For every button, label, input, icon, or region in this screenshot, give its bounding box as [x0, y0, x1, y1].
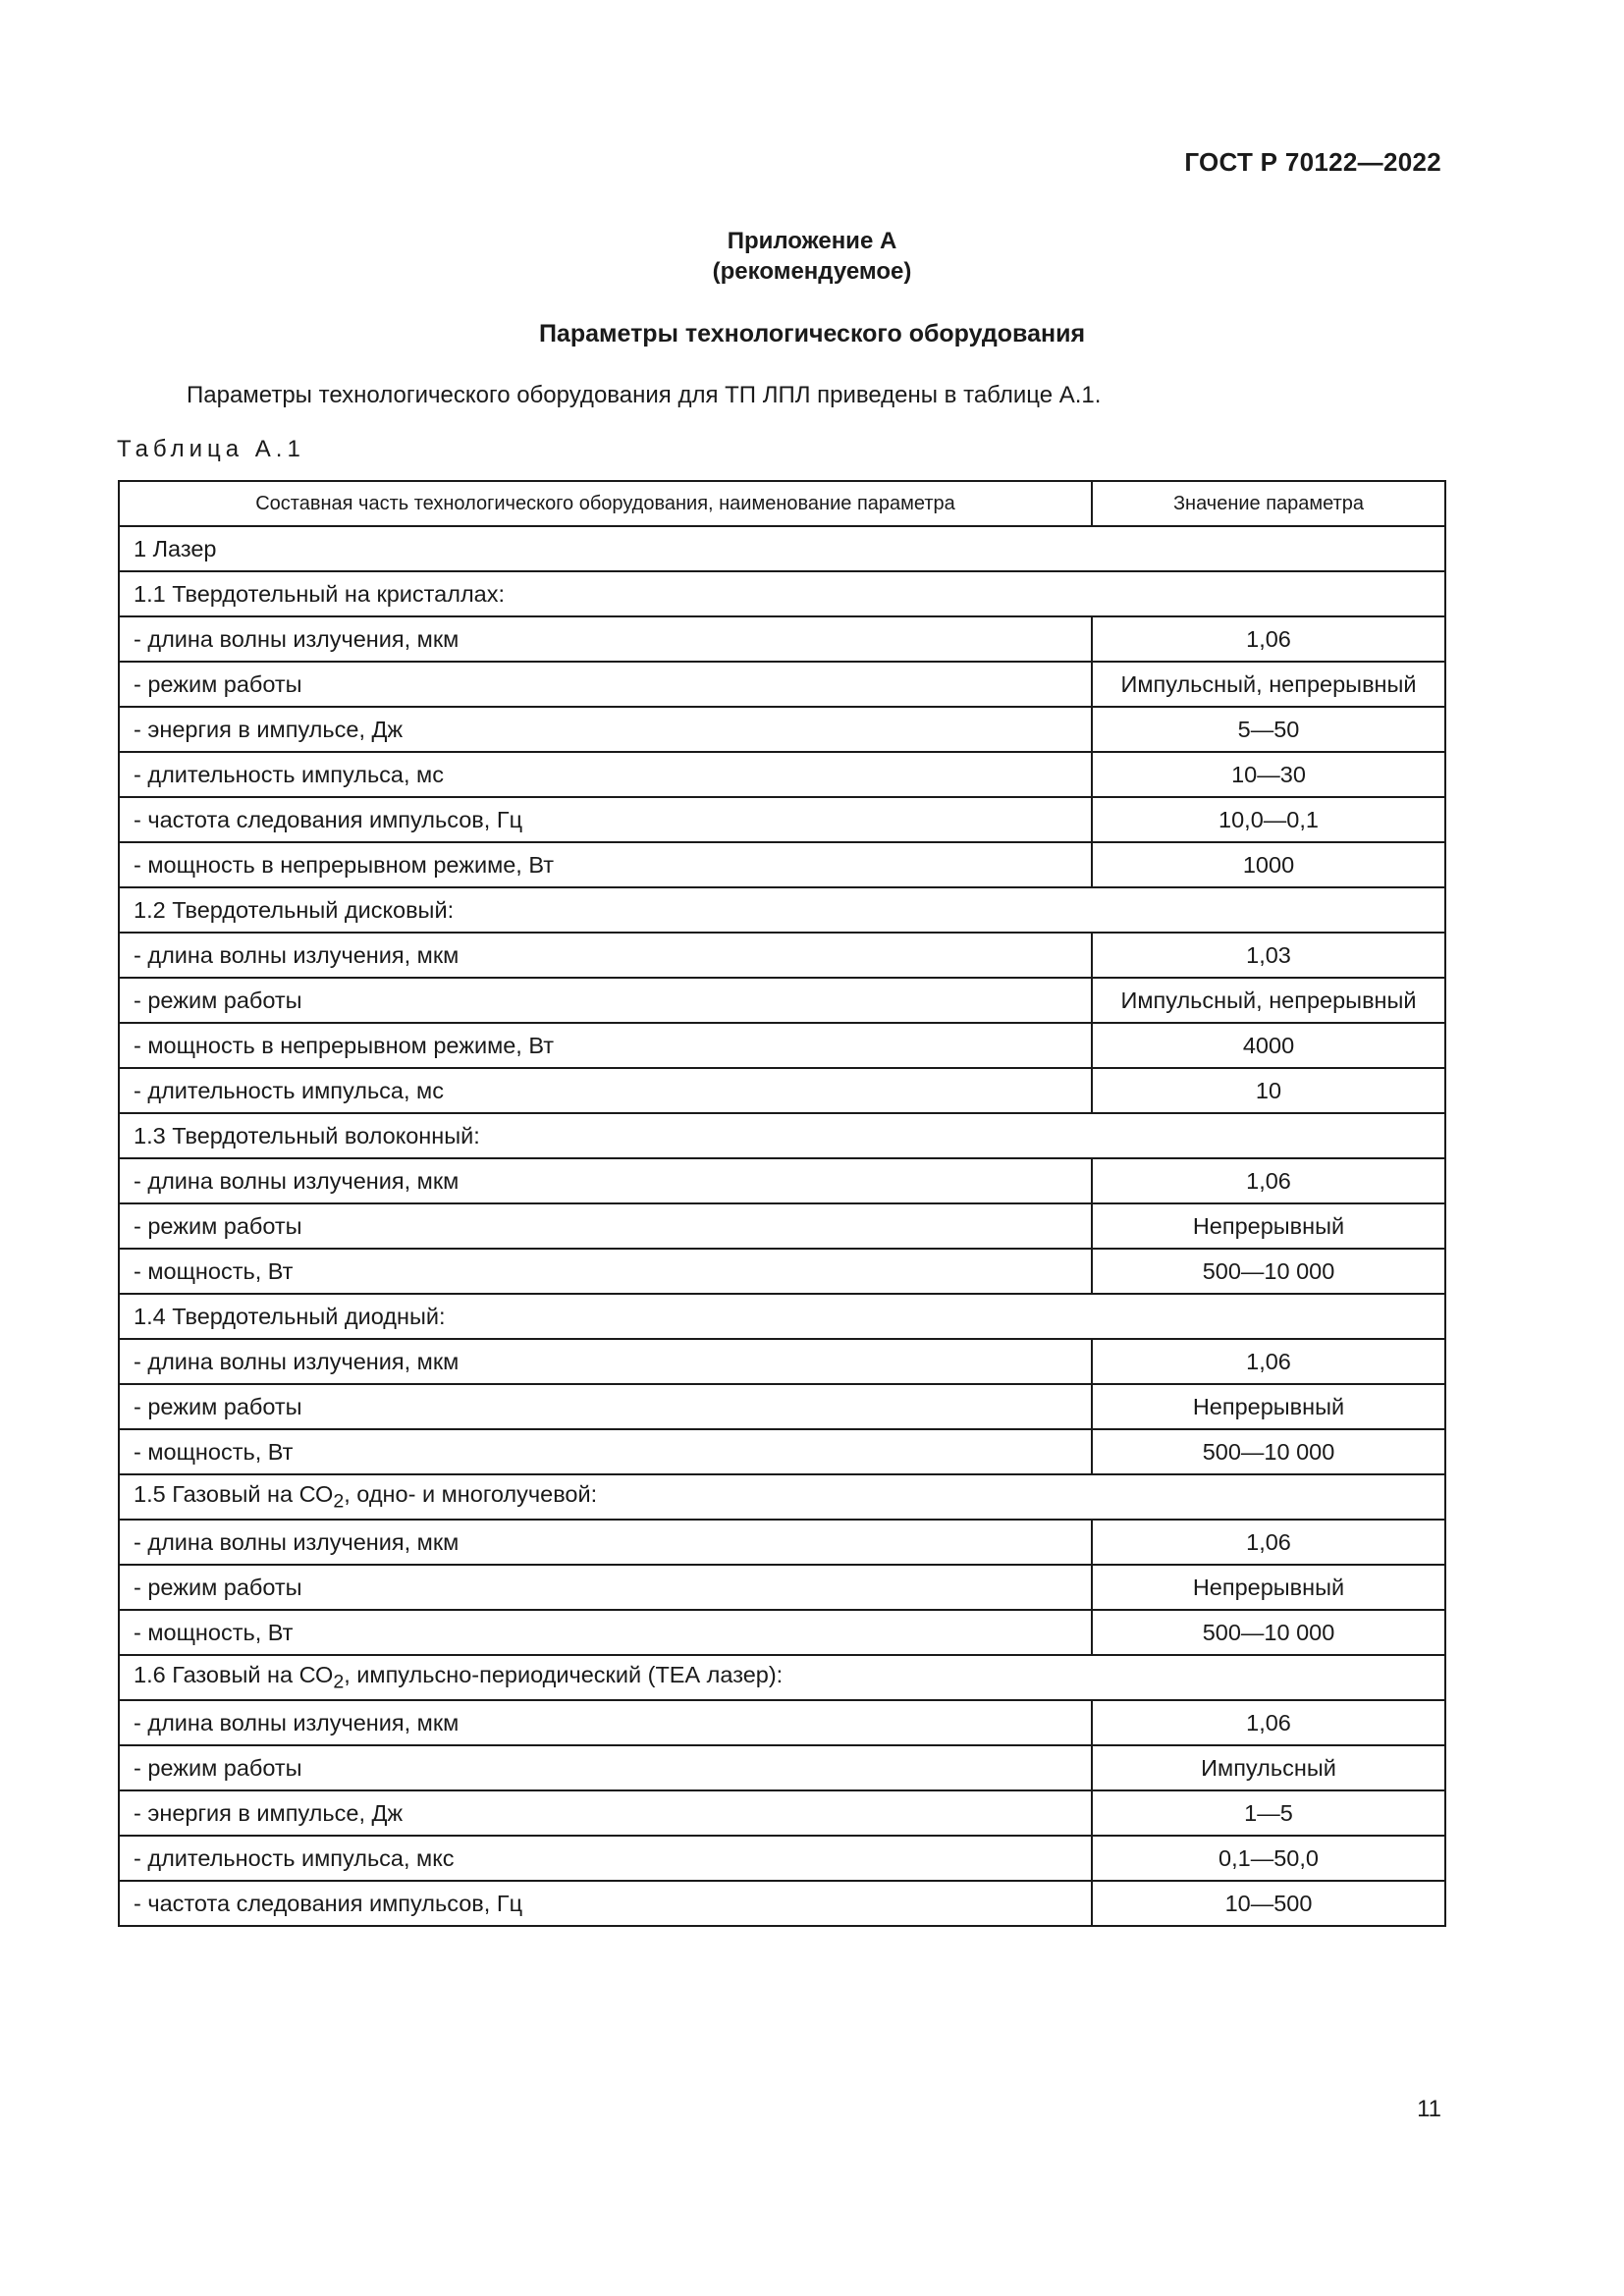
table-row [119, 1565, 1445, 1610]
table-row [119, 842, 1445, 887]
parameter-value: 10—500 [1092, 1881, 1445, 1926]
parameter-name: - мощность, Вт [119, 1429, 1092, 1474]
parameter-name: - режим работы [119, 662, 1092, 707]
parameter-value: 1,06 [1092, 1700, 1445, 1745]
parameter-name: - мощность, Вт [119, 1610, 1092, 1655]
parameter-value: 10 [1092, 1068, 1445, 1113]
parameter-value: Импульсный [1092, 1745, 1445, 1790]
parameter-name: - энергия в импульсе, Дж [119, 1790, 1092, 1836]
column-header-value: Значение параметра [1092, 481, 1445, 526]
parameter-name: - режим работы [119, 1745, 1092, 1790]
table-group-row [119, 571, 1445, 616]
parameter-value: 0,1—50,0 [1092, 1836, 1445, 1881]
group-label: 1.2 Твердотельный дисковый: [119, 887, 1445, 933]
parameter-value: 4000 [1092, 1023, 1445, 1068]
parameter-value: 5—50 [1092, 707, 1445, 752]
table-group-row [119, 1474, 1445, 1520]
table-group-row [119, 1113, 1445, 1158]
table-row [119, 1068, 1445, 1113]
parameter-name: - частота следования импульсов, Гц [119, 1881, 1092, 1926]
parameters-table [118, 480, 1446, 1927]
parameter-name: - длительность импульса, мс [119, 752, 1092, 797]
table-row [119, 1158, 1445, 1203]
table-row [119, 1881, 1445, 1926]
group-label: 1 Лазер [119, 526, 1445, 571]
table-group-row [119, 1294, 1445, 1339]
parameter-name: - частота следования импульсов, Гц [119, 797, 1092, 842]
parameter-value: 1,06 [1092, 1158, 1445, 1203]
group-label: 1.1 Твердотельный на кристаллах: [119, 571, 1445, 616]
parameter-value: 500—10 000 [1092, 1249, 1445, 1294]
table-row [119, 1429, 1445, 1474]
table-group-row [119, 887, 1445, 933]
intro-paragraph: Параметры технологического оборудования для ТП ЛПЛ приведены в таблице А.1. [187, 382, 1102, 408]
parameter-name: - режим работы [119, 1565, 1092, 1610]
parameter-name: - длина волны излучения, мкм [119, 1158, 1092, 1203]
table-group-row [119, 526, 1445, 571]
group-label-text: , одно- и многолучевой: [344, 1480, 598, 1507]
group-label-text: 1.6 Газовый на СО [134, 1661, 334, 1687]
page-number: 11 [1417, 2096, 1441, 2122]
parameter-name: - мощность в непрерывном режиме, Вт [119, 842, 1092, 887]
table-row [119, 1790, 1445, 1836]
table-row [119, 662, 1445, 707]
table-row [119, 1339, 1445, 1384]
parameter-value: Импульсный, непрерывный [1092, 978, 1445, 1023]
table-row [119, 752, 1445, 797]
group-label-text: , импульсно-периодический (ТЕА лазер): [344, 1661, 784, 1687]
table-row [119, 1836, 1445, 1881]
parameter-name: - длина волны излучения, мкм [119, 1339, 1092, 1384]
table-row [119, 616, 1445, 662]
table-group-row [119, 1655, 1445, 1700]
parameter-name: - режим работы [119, 978, 1092, 1023]
document-code: ГОСТ Р 70122—2022 [1184, 147, 1441, 177]
table-body [119, 526, 1445, 1926]
parameter-value: Непрерывный [1092, 1565, 1445, 1610]
group-label [119, 1655, 1445, 1700]
parameter-value: 1,06 [1092, 1339, 1445, 1384]
group-label [119, 1474, 1445, 1520]
table-row [119, 797, 1445, 842]
table-row [119, 1023, 1445, 1068]
group-label: 1.4 Твердотельный диодный: [119, 1294, 1445, 1339]
parameter-name: - энергия в импульсе, Дж [119, 707, 1092, 752]
parameter-value: 10—30 [1092, 752, 1445, 797]
table-row [119, 933, 1445, 978]
group-label-subscript: 2 [333, 1671, 345, 1693]
group-label: 1.3 Твердотельный волоконный: [119, 1113, 1445, 1158]
table-row [119, 1520, 1445, 1565]
table-row [119, 978, 1445, 1023]
parameter-name: - длина волны излучения, мкм [119, 1700, 1092, 1745]
parameter-name: - длина волны излучения, мкм [119, 1520, 1092, 1565]
parameter-name: - длина волны излучения, мкм [119, 616, 1092, 662]
parameter-value: Непрерывный [1092, 1203, 1445, 1249]
group-label-subscript: 2 [333, 1490, 345, 1513]
table-row [119, 1610, 1445, 1655]
parameter-value: 1,06 [1092, 1520, 1445, 1565]
appendix-title: Приложение А [727, 228, 897, 254]
appendix-subtitle: (рекомендуемое) [712, 258, 912, 285]
parameter-name: - режим работы [119, 1384, 1092, 1429]
table-row [119, 1249, 1445, 1294]
appendix-heading [0, 226, 1624, 287]
parameter-name: - режим работы [119, 1203, 1092, 1249]
table-row [119, 1700, 1445, 1745]
parameter-value: 1,06 [1092, 616, 1445, 662]
table-row [119, 1745, 1445, 1790]
parameter-value: 500—10 000 [1092, 1610, 1445, 1655]
parameter-value: Непрерывный [1092, 1384, 1445, 1429]
parameter-name: - длина волны излучения, мкм [119, 933, 1092, 978]
parameter-name: - длительность импульса, мс [119, 1068, 1092, 1113]
parameter-name: - длительность импульса, мкс [119, 1836, 1092, 1881]
parameter-name: - мощность в непрерывном режиме, Вт [119, 1023, 1092, 1068]
parameter-value: 1—5 [1092, 1790, 1445, 1836]
table-header-row [119, 481, 1445, 526]
parameter-value: 500—10 000 [1092, 1429, 1445, 1474]
parameter-value: Импульсный, непрерывный [1092, 662, 1445, 707]
parameter-value: 1000 [1092, 842, 1445, 887]
table-row [119, 1384, 1445, 1429]
table-caption: Таблица А.1 [117, 436, 305, 462]
table-row [119, 707, 1445, 752]
section-title: Параметры технологического оборудования [538, 320, 1086, 347]
group-label-text: 1.5 Газовый на СО [134, 1480, 334, 1507]
parameter-value: 10,0—0,1 [1092, 797, 1445, 842]
column-header-component: Составная часть технологического оборудования, наименование параметра [119, 481, 1092, 526]
parameter-value: 1,03 [1092, 933, 1445, 978]
parameter-name: - мощность, Вт [119, 1249, 1092, 1294]
table-row [119, 1203, 1445, 1249]
